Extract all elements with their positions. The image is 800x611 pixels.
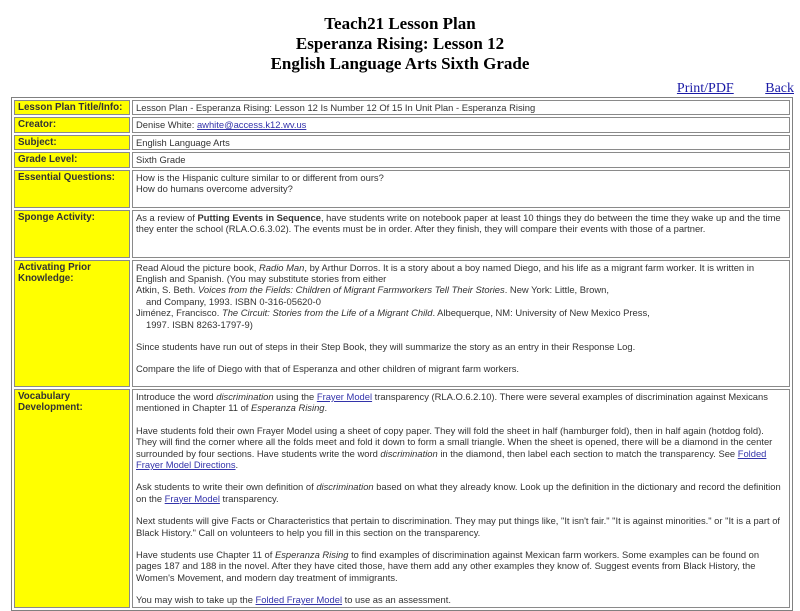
book-title: Radio Man — [259, 261, 305, 273]
text: . Albequerque, NM: University of New Mexico Press, — [432, 307, 650, 319]
print-pdf-link[interactable]: Print/PDF — [676, 81, 734, 96]
creator-name: Denise White: — [136, 119, 197, 131]
essential-question: How is the Hispanic culture similar to or different from ours? — [136, 171, 384, 183]
text: to use as an assessment. — [342, 594, 451, 606]
text: based on what they already know. Look up the definition in the dictionary and record the definition on the — [136, 481, 781, 504]
text: . — [235, 458, 239, 470]
folded-frayer-model-link[interactable]: Folded Frayer Model — [255, 594, 343, 606]
paragraph — [136, 481, 786, 504]
text: , by Arthur Dorros. It is a story about a boy named Diego, and his life as a migrant farm worker. It is written in English and Spanish. (You may substitute stories from either — [136, 261, 755, 285]
row-label: Vocabulary Development: — [14, 389, 130, 608]
text: Read Aloud the picture book, — [136, 261, 260, 273]
table-row — [14, 100, 790, 115]
text: 1997. ISBN 8263-1797-9) — [146, 318, 253, 330]
row-label: Lesson Plan Title/Info: — [14, 100, 130, 115]
paragraph — [136, 549, 786, 583]
text: Ask students to write their own definition of — [136, 481, 317, 493]
vocab-word: discrimination — [316, 481, 374, 493]
header-title: Teach21 Lesson Plan — [324, 14, 476, 33]
bold-text: Putting Events in Sequence — [197, 211, 321, 223]
row-value — [132, 389, 790, 608]
text: Have students fold their own Frayer Model using a sheet of copy paper. They will fold the sheet in half (hamburger fold), then in half again (hotdog fold). They will find the corner where all the folds meet and fold it down to form a small triangle. When the sheet is opened, there will be a diamond in the center surrounded by four sections. Have students write the word — [136, 424, 773, 459]
row-value: Lesson Plan - Esperanza Rising: Lesson 12 Is Number 12 Of 15 In Unit Plan - Esperanza Rising — [132, 100, 790, 115]
header-lesson: Esperanza Rising: Lesson 12 — [295, 34, 505, 53]
book-title: Esperanza Rising — [251, 402, 325, 414]
text: transparency (RLA.O.6.2.10). There were several examples of discrimination against Mexicans mentioned in Chapter 11 of — [136, 390, 768, 414]
table-row — [14, 170, 790, 208]
text: Jiménez, Francisco. — [136, 307, 222, 319]
book-title: The Circuit: Stories from the Life of a Migrant Child — [221, 307, 433, 319]
text: Atkin, S. Beth. — [136, 284, 199, 296]
table-row — [14, 260, 790, 387]
top-links — [649, 81, 794, 97]
row-label: Grade Level: — [14, 152, 130, 167]
paragraph: Since students have run out of steps in their Step Book, they will summarize the story as an entry in their Response Log. — [136, 341, 636, 353]
lesson-plan-table — [11, 97, 793, 611]
row-label: Activating Prior Knowledge: — [14, 260, 130, 387]
vocab-word: discrimination — [216, 390, 274, 402]
text: . — [324, 402, 328, 414]
frayer-model-link[interactable]: Frayer Model — [316, 390, 373, 402]
row-label: Essential Questions: — [14, 170, 130, 208]
row-label: Sponge Activity: — [14, 210, 130, 258]
table-row — [14, 135, 790, 150]
text: Have students use Chapter 11 of — [136, 548, 275, 560]
text: in the diamond, then label each section to match the transparency. See — [437, 447, 738, 459]
row-value — [132, 210, 790, 258]
header-subject: English Language Arts Sixth Grade — [270, 54, 530, 73]
vocab-word: discrimination — [380, 447, 438, 459]
row-value: Sixth Grade — [132, 152, 790, 167]
table-row — [14, 152, 790, 167]
essential-question: How do humans overcome adversity? — [136, 183, 293, 195]
row-value: English Language Arts — [132, 135, 790, 150]
paragraph — [136, 425, 786, 471]
frayer-model-link[interactable]: Frayer Model — [164, 492, 220, 504]
row-value — [132, 260, 790, 387]
table-row — [14, 210, 790, 258]
paragraph — [136, 262, 786, 330]
row-value — [132, 117, 790, 132]
table-row — [14, 389, 790, 608]
text: using the — [273, 390, 317, 402]
paragraph: Next students will give Facts or Characteristics that pertain to discrimination. They may put things like, "It isn't fair." "It is against minorities." or "It is a part of Black History." Call on volunteers to help you fill in this section on the transparency. — [136, 515, 781, 538]
back-link[interactable]: Back — [765, 81, 794, 96]
row-value — [132, 170, 790, 208]
text: As a review of — [136, 211, 198, 223]
text: to find examples of discrimination against Mexican farm workers. Some examples can be found on pages 187 and 188 in the novel. After they have cited those, have them add any other examples they know of. Suggest events from Black History, the Women's Movement, and modern day treatment of immigrants. — [136, 548, 760, 583]
text: transparency. — [219, 492, 279, 504]
table-row — [14, 117, 790, 132]
book-title: Voices from the Fields: Children of Migrant Farmworkers Tell Their Stories — [198, 284, 505, 296]
text: . New York: Little, Brown, — [504, 284, 609, 296]
row-label: Creator: — [14, 117, 130, 132]
text: and Company, 1993. ISBN 0-316-05620-0 — [146, 295, 321, 307]
row-label: Subject: — [14, 135, 130, 150]
folded-frayer-directions-link[interactable]: Folded Frayer Model Directions — [136, 447, 767, 470]
text: Introduce the word — [136, 390, 217, 402]
text: , have students write on notebook paper at least 10 things they do between the time they wake up and the time they enter the school (RLA.O.6.3.02). The events must be in order. After they finish, they will compare their events with those of a partner. — [136, 211, 781, 235]
text: You may wish to take up the — [136, 594, 256, 606]
paragraph — [136, 391, 786, 414]
page-header — [0, 0, 800, 74]
creator-email-link[interactable]: awhite@access.k12.wv.us — [196, 119, 307, 131]
book-title: Esperanza Rising — [274, 548, 349, 560]
paragraph: Compare the life of Diego with that of Esperanza and other children of migrant farm workers. — [136, 363, 519, 375]
